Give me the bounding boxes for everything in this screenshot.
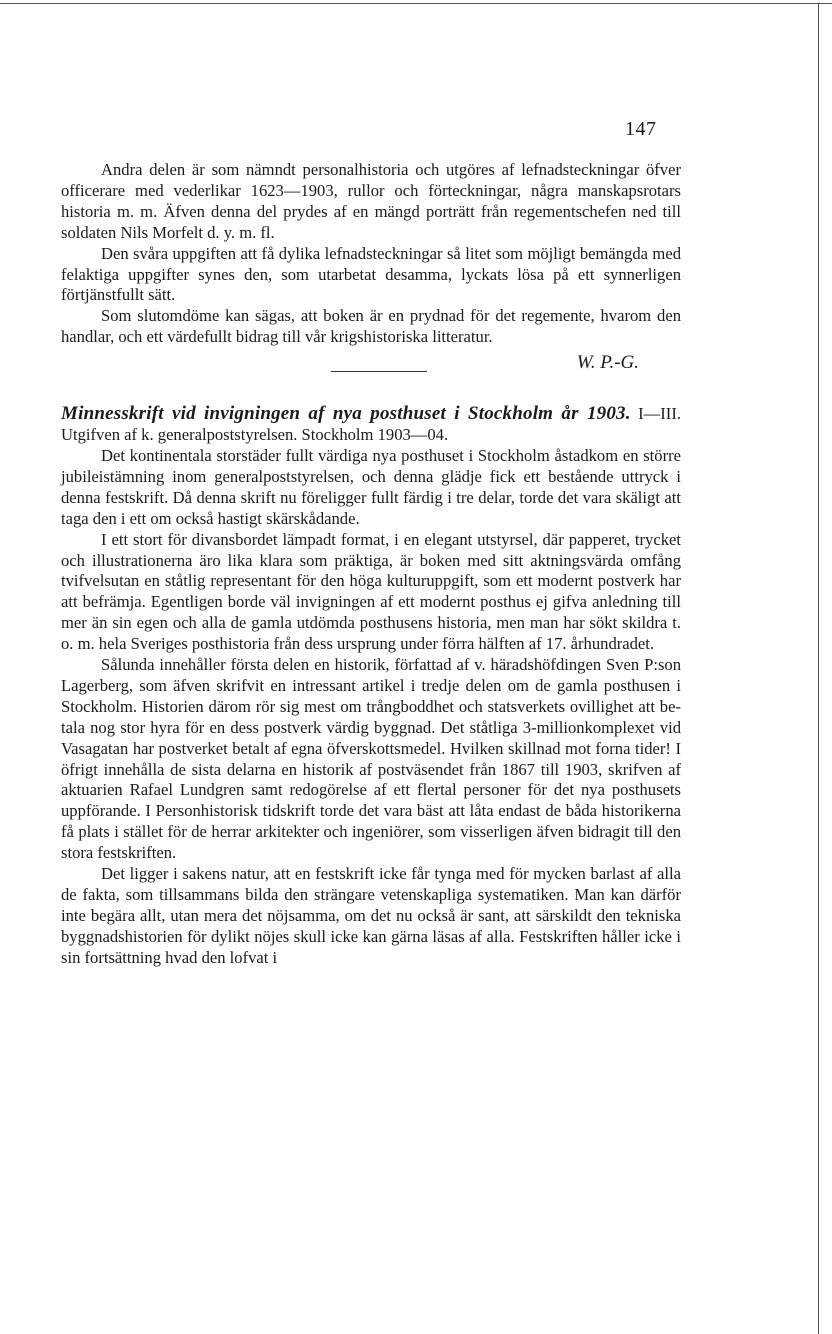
- review-subtitle: I—III. Utgifven af k. generalpoststyrelsen. Stockholm 1903—04.: [61, 404, 681, 445]
- page-right-edge: [818, 3, 819, 1334]
- paragraph: Som slutomdöme kan sägas, att boken är en prydnad för det regemente, hvarom den handlar, och ett värdefullt bidrag till vår krigshistoriska litteratur.: [61, 306, 681, 347]
- page-body: [61, 160, 681, 969]
- paragraph: Sålunda innehåller första delen en historik, författad af v. häradshöfdingen Sven P:son Lagerberg, som äfven skrifvit en intressant artikel i tredje delen om de gamla posthusen i Stockholm. Historien därom rör sig mest om trångboddhet och statsverkets ovillighet att betala nog stor hyra för en dess postverk värdig byggnad. Det ståtliga 3-millionkomplexet vid Vasagatan har postverket betalt af egna öfverskottsmedel. Hvilken skillnad mot forna tider! I öfrigt innehålla de sista delarna en historik af postväsendet från 1867 till 1903, skrifven af aktuarien Rafael Lundgren samt redogörelse af ett flertal personer för det nya posthusets uppförande. I Personhistorisk tidskrift torde det vara bäst att låta endast de båda historikerna få plats i stället för de herrar arkitekter och ingeniörer, som visserligen äfven bidragit till den stora festskriften.: [61, 655, 681, 863]
- paragraph: I ett stort för divansbordet lämpadt format, i en elegant utstyrsel, där papperet, trycket och illustrationerna äro lika klara som präktiga, är boken med sitt aktningsvärda omfång tvifvelsutan en ståtlig representant för den höga kulturuppgift, som ett modernt postverk har att befrämja. Egentligen borde väl invigningen af ett modernt posthus ej gifva anledning till mer än sin egen och alla de gamla utdömda posthusens historia, men man har sökt skildra t. o. m. hela Sveriges posthistoria från dess ursprung under förra hälften af 17. århundradet.: [61, 529, 681, 654]
- page-top-edge: [0, 3, 832, 4]
- first-review-continuation: [61, 160, 681, 376]
- review-heading: [61, 404, 681, 446]
- paragraph: Det ligger i sakens natur, att en festskrift icke får tynga med för mycken barlast af alla de fakta, som tillsammans bilda den strängare vetenskapliga systematiken. Man kan därför inte begära allt, utan mera det nöjsamma, om det nu också är sant, att särskildt den tekniska byggnadshistorien för dylikt nöjes skull icke kan gärna läsas af alla. Festskriften håller icke i sin fortsättning hvad den lofvat i: [61, 864, 681, 967]
- section-divider: [331, 371, 427, 372]
- second-review: [61, 404, 681, 968]
- paragraph: Andra delen är som nämndt personalhistoria och utgöres af lefnadsteckningar öfver officerare med vederlikar 1623—1903, rullor och förteckningar, några manskapsrotars historia m. m. Äfven denna del prydes af en mängd porträtt från regementschefen ned till soldaten Nils Morfelt d. y. m. fl.: [61, 160, 681, 242]
- paragraph: Den svåra uppgiften att få dylika lefnadsteckningar så litet som möjligt bemängda med felaktiga uppgifter synes den, som utarbetat desamma, lyckats lösa på ett synnerligen förtjänstfullt sätt.: [61, 243, 681, 305]
- review-title: Minnesskrift vid invigningen af nya posthuset i Stockholm år 1903.: [61, 403, 631, 425]
- paragraph: Det kontinentala storstäder fullt värdiga nya posthuset i Stockholm åstadkom en större jubileistämning inom generalpoststyrelsen, och denna glädje fick ett bestående uttryck i denna festskrift. Då denna skrift nu föreligger fullt färdig i tre delar, torde det vara skäligt att taga den i ett om också hastigt skärskådande.: [61, 445, 681, 528]
- reviewer-signature: W. P.-G.: [576, 352, 639, 374]
- page-number: 147: [625, 118, 657, 140]
